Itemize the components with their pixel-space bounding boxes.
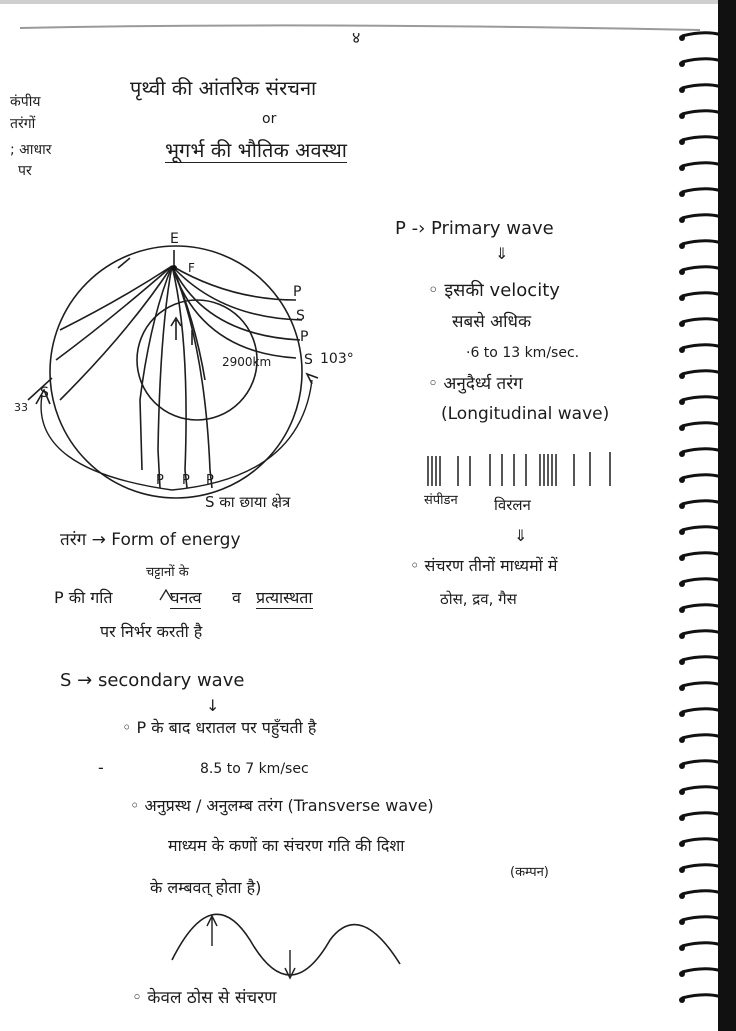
s-wave-heading: S → secondary wave [60, 670, 245, 691]
s-particle-line: माध्यम के कणों का संचरण गति की दिशा [168, 836, 405, 855]
p-wave-arrow: ⇓ [495, 244, 509, 263]
diagram-label-p: P [293, 284, 302, 300]
p-speed-line: P की गति [54, 588, 113, 607]
p-wave-arrow-2: ⇓ [514, 526, 528, 545]
s-vibration-note: (कम्पन) [510, 865, 549, 880]
wave-energy-line: तरंग → Form of energy [60, 530, 241, 550]
core-depth-label: 2900km [222, 355, 272, 369]
s-perpendicular-line: के लम्बवत् होता है) [150, 878, 262, 897]
shadow-zone-label: S का छाया क्षेत्र [205, 493, 291, 511]
rarefaction-label: विरलन [494, 496, 531, 514]
diagram-label-p-bottom: P [156, 473, 164, 488]
diagram-label-s: S [296, 308, 305, 324]
elasticity-term: प्रत्यास्थता [256, 588, 313, 607]
diagram-left-number: 33 [14, 401, 28, 414]
s-transverse-line: ◦ अनुप्रस्थ / अनुलम्ब तरंग (Transverse wave) [130, 796, 434, 815]
p-longitudinal-line: ◦ अनुदैर्ध्य तरंग [428, 374, 523, 394]
page-title: पृथ्वी की आंतरिक संरचना [130, 76, 317, 100]
page-number: ४ [352, 28, 361, 47]
depends-line: पर निर्भर करती है [100, 622, 203, 641]
margin-note-line: ; आधार [10, 142, 52, 158]
p-medium-line: ठोस, द्रव, गैस [440, 590, 517, 608]
spiral-binding [674, 28, 736, 1028]
diagram-label-p: P [300, 329, 309, 345]
diagram-label-p-bottom: P [182, 473, 190, 488]
p-velocity-line: ◦ इसकी velocity [428, 280, 560, 301]
p-velocity-value: ·6 to 13 km/sec. [466, 345, 580, 361]
margin-note-line: कंपीय [10, 94, 41, 110]
diagram-label-e: E [170, 231, 179, 247]
page-subtitle: भूगर्भ की भौतिक अवस्था [165, 138, 347, 162]
diagram-label-f: F [188, 261, 195, 275]
diagram-angle: 103° [320, 351, 354, 367]
and-connector: व [232, 588, 241, 607]
s-speed-value: 8.5 to 7 km/sec [200, 761, 309, 777]
title-or: or [262, 111, 277, 127]
p-longitudinal-line: (Longitudinal wave) [441, 404, 610, 424]
s-solid-only-line: ◦ केवल ठोस से संचरण [132, 988, 277, 1008]
s-speed-dash: - [98, 758, 104, 777]
diagram-label-s: S [304, 352, 313, 368]
diagram-label-s-left: S [40, 385, 49, 401]
p-wave-heading: P -› Primary wave [395, 218, 554, 239]
density-term: घनत्व [170, 588, 202, 607]
margin-note-line: पर [18, 163, 32, 179]
s-arrival-line: ◦ P के बाद धरातल पर पहुँचती है [122, 718, 317, 737]
margin-note-line: तरंगों [10, 116, 36, 132]
s-wave-arrow: ↓ [206, 696, 220, 715]
p-medium-line: ◦ संचरण तीनों माध्यमों में [410, 556, 558, 575]
wave-energy-insert: चट्टानों के [146, 565, 189, 580]
diagram-label-p-bottom: P [206, 473, 214, 488]
compression-label: संपीडन [424, 493, 458, 508]
p-velocity-line: सबसे अधिक [452, 312, 531, 332]
